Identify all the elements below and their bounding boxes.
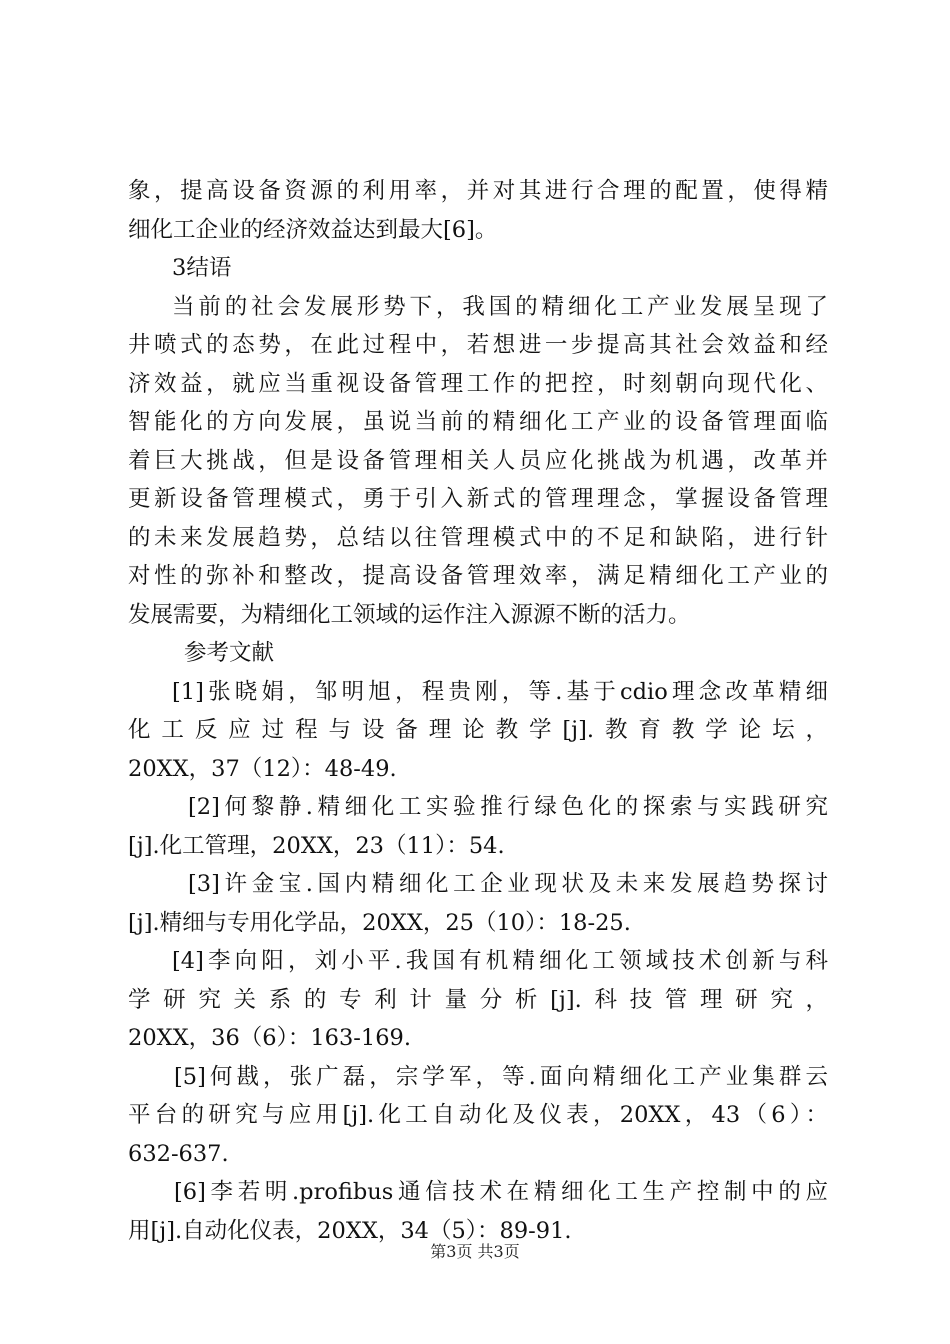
body-text-line: 象，提高设备资源的利用率，并对其进行合理的配置，使得精: [128, 178, 828, 204]
section-heading-conclusion: 3结语: [172, 255, 232, 281]
body-text-line: 更新设备管理模式，勇于引入新式的管理理念，掌握设备管理: [128, 486, 828, 512]
reference-line: [6]李若明.profibus通信技术在精细化工生产控制中的应: [174, 1179, 828, 1205]
reference-line: [5]何戡，张广磊，宗学军，等.面向精细化工产业集群云: [174, 1063, 828, 1090]
reference-line: 632-637.: [128, 1140, 229, 1167]
body-text-line: 智能化的方向发展，虽说当前的精细化工产业的设备管理面临: [128, 409, 828, 435]
reference-line: [3]许金宝.国内精细化工企业现状及未来发展趋势探讨: [188, 871, 828, 897]
reference-line: 用[j].自动化仪表，20XX，34（5）：89-91.: [128, 1217, 572, 1244]
body-text-line: 细化工企业的经济效益达到最大[6]。: [128, 216, 498, 243]
reference-line: [1]张晓娟，邹明旭，程贵刚，等.基于cdio理念改革精细: [172, 678, 828, 705]
reference-line: [j].精细与专用化学品，20XX，25（10）：18-25.: [128, 909, 631, 936]
body-text-line: 发展需要，为精细化工领域的运作注入源源不断的活力。: [128, 601, 691, 628]
reference-line: [j].化工管理，20XX，23（11）：54.: [128, 832, 505, 859]
body-text-line: 井喷式的态势，在此过程中，若想进一步提高其社会效益和经: [128, 332, 828, 358]
body-text-line: 济效益，就应当重视设备管理工作的把控，时刻朝向现代化、: [128, 370, 828, 397]
reference-line: 化工反应过程与设备理论教学[j].教育教学论坛，: [128, 717, 828, 743]
body-text-line: 当前的社会发展形势下，我国的精细化工产业发展呈现了: [172, 293, 828, 320]
reference-line: 20XX，36（6）：163-169.: [128, 1025, 412, 1051]
reference-line: 学研究关系的专利计量分析[j].科技管理研究，: [128, 986, 828, 1013]
page-footer: 第3页 共3页: [430, 1242, 520, 1261]
document-body: [128, 172, 828, 1250]
reference-line: 20XX，37（12）：48-49.: [128, 755, 397, 782]
reference-line: 平台的研究与应用[j].化工自动化及仪表，20XX，43（6）：: [128, 1102, 828, 1128]
body-text-line: 的未来发展趋势，总结以往管理模式中的不足和缺陷，进行针: [128, 524, 828, 551]
reference-line: [4]李向阳，刘小平.我国有机精细化工领域技术创新与科: [172, 948, 828, 974]
section-heading-references: 参考文献: [184, 640, 275, 666]
body-text-line: 对性的弥补和整改，提高设备管理效率，满足精细化工产业的: [128, 563, 828, 589]
body-text-line: 着巨大挑战，但是设备管理相关人员应化挑战为机遇，改革并: [128, 447, 828, 474]
reference-line: [2]何黎静.精细化工实验推行绿色化的探索与实践研究: [188, 794, 828, 820]
